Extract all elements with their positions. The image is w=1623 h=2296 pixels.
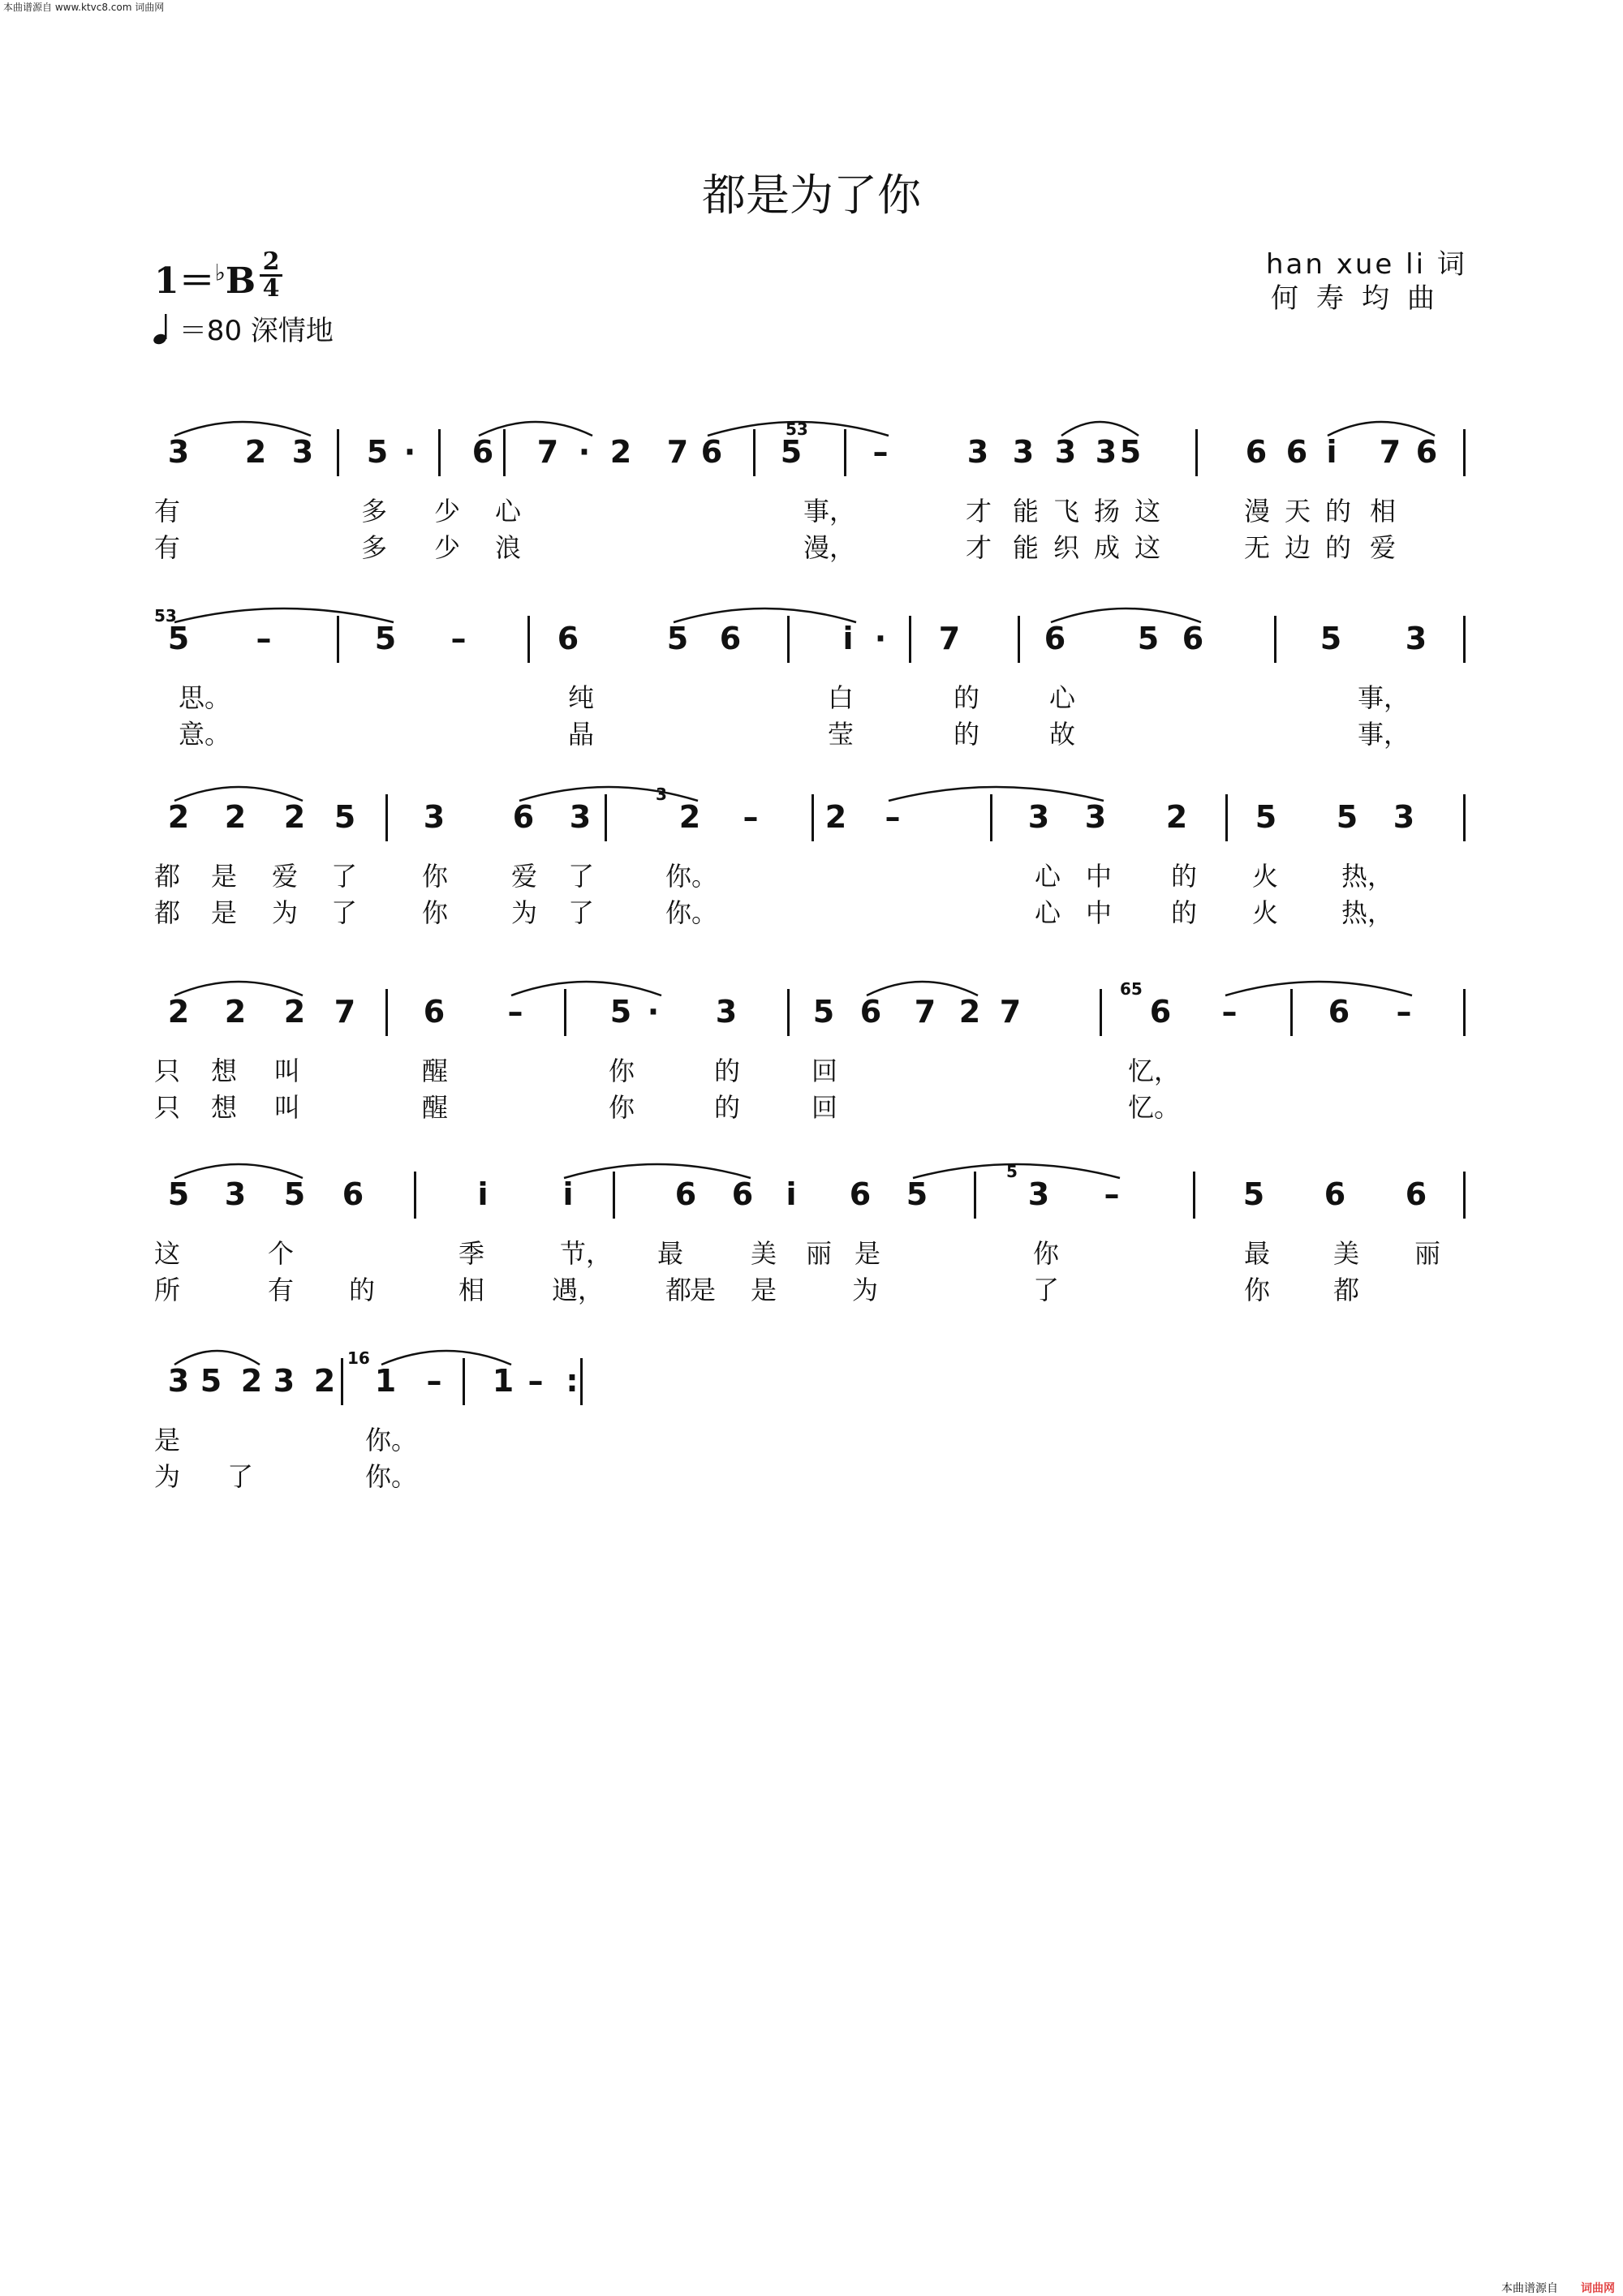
note: 2 xyxy=(678,799,701,835)
note: 3 xyxy=(1027,799,1050,835)
lyric-char: 想 xyxy=(211,1092,238,1123)
verse2-lyrics xyxy=(154,1087,1469,1123)
key-note: B xyxy=(225,260,256,302)
lyric-char: 有 xyxy=(154,532,181,563)
slur-arc xyxy=(174,1351,260,1365)
lyric-char: 心 xyxy=(1035,897,1061,928)
lyric-char: 的 xyxy=(349,1275,376,1305)
note: 6 xyxy=(512,799,535,835)
lyric-char: 中 xyxy=(1086,861,1113,892)
lyric-char: 的 xyxy=(1171,897,1198,928)
lyric-char: 事， xyxy=(1358,719,1410,750)
composer-credit: 何寿均曲 xyxy=(1271,282,1453,315)
lyric-char: 遇， xyxy=(552,1275,605,1305)
note: 6 xyxy=(423,994,446,1030)
note: 7 xyxy=(999,994,1022,1030)
lyric-char: 多 xyxy=(361,496,388,527)
note: – xyxy=(872,434,889,470)
note: 6 xyxy=(1324,1176,1346,1212)
lyric-char: 是 xyxy=(211,897,238,928)
lyric-char: 是 xyxy=(154,1425,181,1455)
lyric-char: 了 xyxy=(1033,1275,1060,1305)
lyric-char: 这 xyxy=(1134,496,1161,527)
lyric-char: 叫 xyxy=(274,1056,301,1086)
lyric-char: 你 xyxy=(422,861,449,892)
song-title: 都是为了你 xyxy=(702,170,921,221)
source-note: 本曲谱源自 www.ktvc8.com 词曲网 xyxy=(3,2,165,13)
slur-arc xyxy=(174,422,311,436)
lyric-char: 有 xyxy=(268,1275,295,1305)
lyric-char: 丽 xyxy=(1414,1238,1441,1269)
lyric-char: 这 xyxy=(1134,532,1161,563)
lyric-char: 爱 xyxy=(511,861,538,892)
note: 2 xyxy=(313,1363,336,1399)
lyric-char: 是 xyxy=(855,1238,881,1269)
lyric-char: 美 xyxy=(751,1238,777,1269)
key-prefix: 1＝ xyxy=(154,260,215,302)
lyric-char: 爱 xyxy=(272,861,299,892)
lyric-char: 晶 xyxy=(568,719,595,750)
lyric-char: 事， xyxy=(803,496,856,527)
lyric-char: 热， xyxy=(1341,897,1394,928)
note: : xyxy=(566,1363,579,1399)
note: 5 xyxy=(167,621,190,656)
verse1-lyrics xyxy=(154,1233,1469,1269)
lyric-char: 最 xyxy=(1244,1238,1271,1269)
lyric-char: 边 xyxy=(1285,532,1311,563)
lyric-char: 的 xyxy=(714,1056,741,1086)
note: 5 xyxy=(283,1176,306,1212)
note: 5 xyxy=(666,621,689,656)
lyric-char: 纯 xyxy=(568,682,595,713)
lyric-char: 回 xyxy=(812,1056,838,1086)
verse2-lyrics xyxy=(154,527,1469,563)
lyric-char: 心 xyxy=(1035,861,1061,892)
tempo-bpm: ＝80 xyxy=(179,315,243,347)
slur-arc xyxy=(889,787,1104,801)
slur-arc xyxy=(381,1351,511,1365)
note: · xyxy=(874,621,887,656)
slur-arc xyxy=(867,982,978,995)
note: 7 xyxy=(334,994,356,1030)
note: 5 xyxy=(780,434,803,470)
lyric-char: 能 xyxy=(1013,496,1040,527)
time-bottom: 4 xyxy=(262,274,280,303)
note: 7 xyxy=(536,434,559,470)
lyric-char: 的 xyxy=(954,719,980,750)
note: – xyxy=(1221,994,1238,1030)
grace-note: 53 xyxy=(786,419,808,439)
slur-arc xyxy=(174,608,394,622)
note: 5 xyxy=(1336,799,1358,835)
note: 2 xyxy=(609,434,632,470)
slur-arc xyxy=(564,1164,751,1178)
lyric-char: 漫， xyxy=(803,532,856,563)
lyric-char: 叫 xyxy=(274,1092,301,1123)
lyric-char: 多 xyxy=(361,532,388,563)
note: 5 xyxy=(167,1176,190,1212)
lyric-char: 是 xyxy=(211,861,238,892)
slur-arc xyxy=(174,1164,303,1178)
lyric-char: 飞 xyxy=(1053,496,1080,527)
note: 6 xyxy=(1182,621,1204,656)
slur-arc xyxy=(1225,982,1412,995)
slur-arc xyxy=(174,982,303,995)
note: 2 xyxy=(283,799,306,835)
lyric-char: 才 xyxy=(966,532,992,563)
lyric-char: 丽 xyxy=(806,1238,833,1269)
note: 2 xyxy=(240,1363,263,1399)
slur-group xyxy=(154,402,1469,450)
lyric-char: 少 xyxy=(434,532,461,563)
note: 3 xyxy=(273,1363,295,1399)
note: 5 xyxy=(906,1176,928,1212)
note: 5 xyxy=(374,621,397,656)
note: 6 xyxy=(719,621,742,656)
note: · xyxy=(403,434,416,470)
slur-arc xyxy=(913,1164,1120,1178)
lyric-char: 相 xyxy=(458,1275,485,1305)
lyric-char: 心 xyxy=(495,496,522,527)
slur-arc xyxy=(519,787,698,801)
note: – xyxy=(507,994,523,1030)
note: 3 xyxy=(1054,434,1077,470)
lyric-char: 思。 xyxy=(179,682,231,713)
verse2-lyrics xyxy=(154,1456,1469,1492)
lyric-char: 的 xyxy=(1325,496,1352,527)
flat-symbol: ♭ xyxy=(214,259,226,286)
note: 3 xyxy=(715,994,738,1030)
lyric-char: 故 xyxy=(1049,719,1076,750)
note: 3 xyxy=(167,1363,190,1399)
grace-note: 5 xyxy=(1006,1162,1018,1181)
note: 6 xyxy=(342,1176,364,1212)
footer-source: 本曲谱源自 xyxy=(1501,2282,1558,2295)
note: 6 xyxy=(1415,434,1438,470)
slur-arc xyxy=(174,787,303,801)
lyric-char: 季 xyxy=(458,1238,485,1269)
slur-arc xyxy=(708,422,889,436)
lyric-char: 为 xyxy=(154,1461,181,1492)
note: 5 xyxy=(1242,1176,1265,1212)
note: 6 xyxy=(1149,994,1172,1030)
note: 3 xyxy=(224,1176,247,1212)
verse1-lyrics xyxy=(154,677,1469,713)
lyric-char: 成 xyxy=(1094,532,1121,563)
slur-arc xyxy=(511,982,661,995)
key-signature xyxy=(154,252,256,303)
note: 5 xyxy=(334,799,356,835)
note: 6 xyxy=(1405,1176,1427,1212)
lyric-char: 你。 xyxy=(665,897,718,928)
lyric-char: 白 xyxy=(828,682,855,713)
lyric-char: 节， xyxy=(560,1238,613,1269)
note: 5 xyxy=(812,994,835,1030)
lyric-char: 只 xyxy=(154,1092,181,1123)
note: 6 xyxy=(700,434,723,470)
note: – xyxy=(1396,994,1412,1030)
note: 6 xyxy=(1245,434,1268,470)
lyric-char: 了 xyxy=(331,861,358,892)
lyric-char: 的 xyxy=(954,682,980,713)
tempo-expression: 深情地 xyxy=(250,315,334,347)
note: i xyxy=(562,1176,574,1212)
lyric-char: 都 xyxy=(1333,1275,1360,1305)
footer-brand: 词曲网 xyxy=(1581,2282,1615,2295)
lyric-char: 扬 xyxy=(1094,496,1121,527)
note: – xyxy=(743,799,759,835)
lyric-char: 都 xyxy=(665,1275,692,1305)
lyric-char: 你 xyxy=(609,1092,635,1123)
lyric-char: 织 xyxy=(1053,532,1080,563)
lyric-char: 莹 xyxy=(828,719,855,750)
lyric-char: 你 xyxy=(422,897,449,928)
slur-arc xyxy=(1328,422,1435,436)
lyric-char: 的 xyxy=(714,1092,741,1123)
lyric-char: 中 xyxy=(1086,897,1113,928)
note: 3 xyxy=(423,799,446,835)
note: 7 xyxy=(938,621,961,656)
lyric-char: 你 xyxy=(1244,1275,1271,1305)
note: 2 xyxy=(824,799,847,835)
note: 7 xyxy=(666,434,689,470)
note: – xyxy=(450,621,467,656)
tempo-marking xyxy=(153,308,334,348)
time-top: 2 xyxy=(262,247,280,276)
lyric-char: 你 xyxy=(609,1056,635,1086)
note: 2 xyxy=(958,994,981,1030)
note: 3 xyxy=(1084,799,1107,835)
lyric-char: 是 xyxy=(751,1275,777,1305)
note: 2 xyxy=(244,434,267,470)
note: · xyxy=(647,994,660,1030)
grace-note: 3 xyxy=(656,785,667,804)
note: 6 xyxy=(849,1176,872,1212)
slur-arc xyxy=(1051,608,1201,622)
lyric-char: 为 xyxy=(272,897,299,928)
lyric-char: 你。 xyxy=(365,1461,418,1492)
note: i xyxy=(1326,434,1337,470)
lyric-char: 你 xyxy=(1033,1238,1060,1269)
note: i xyxy=(786,1176,797,1212)
note: 5 xyxy=(609,994,632,1030)
lyric-char: 回 xyxy=(812,1092,838,1123)
lyric-char: 了 xyxy=(568,897,595,928)
note: 3 xyxy=(167,434,190,470)
lyric-char: 无 xyxy=(1244,532,1271,563)
lyric-char: 了 xyxy=(568,861,595,892)
lyric-char: 才 xyxy=(966,496,992,527)
lyric-char: 少 xyxy=(434,496,461,527)
note: 7 xyxy=(914,994,936,1030)
grace-note: 53 xyxy=(154,606,177,626)
note: 6 xyxy=(557,621,579,656)
note: · xyxy=(578,434,591,470)
note: – xyxy=(885,799,901,835)
lyric-char: 了 xyxy=(227,1461,254,1492)
lyric-char: 最 xyxy=(657,1238,684,1269)
note: i xyxy=(842,621,854,656)
note: – xyxy=(1104,1176,1120,1212)
slur-group xyxy=(154,767,1469,815)
note: 3 xyxy=(1405,621,1427,656)
note: i xyxy=(477,1176,489,1212)
slur-group xyxy=(154,1331,1469,1379)
lyric-char: 个 xyxy=(268,1238,295,1269)
note: 3 xyxy=(291,434,314,470)
note: 2 xyxy=(167,994,190,1030)
lyric-char: 热， xyxy=(1341,861,1394,892)
lyric-char: 火 xyxy=(1252,897,1279,928)
verse2-lyrics xyxy=(154,1270,1469,1305)
lyric-char: 火 xyxy=(1252,861,1279,892)
note: 6 xyxy=(471,434,494,470)
note: 2 xyxy=(224,994,247,1030)
note: 6 xyxy=(1044,621,1066,656)
note: 2 xyxy=(1165,799,1188,835)
note: 6 xyxy=(674,1176,697,1212)
lyric-char: 漫 xyxy=(1244,496,1271,527)
lyric-char: 有 xyxy=(154,496,181,527)
note: 6 xyxy=(859,994,882,1030)
lyric-char: 的 xyxy=(1171,861,1198,892)
grace-note: 65 xyxy=(1120,979,1143,999)
slur-arc xyxy=(1061,422,1139,436)
lyric-char: 都 xyxy=(154,897,181,928)
note: – xyxy=(256,621,272,656)
lyric-char: 相 xyxy=(1370,496,1397,527)
lyric-char: 为 xyxy=(852,1275,879,1305)
lyric-char: 心 xyxy=(1049,682,1076,713)
verse1-lyrics xyxy=(154,1420,1469,1455)
note: 3 xyxy=(1393,799,1415,835)
note: 3 xyxy=(966,434,989,470)
lyric-char: 了 xyxy=(331,897,358,928)
lyric-char: 所 xyxy=(154,1275,181,1305)
slur-arc xyxy=(674,608,856,622)
note: 5 xyxy=(1137,621,1160,656)
note: 5 xyxy=(1255,799,1277,835)
lyric-char: 忆。 xyxy=(1128,1092,1181,1123)
lyric-char: 是 xyxy=(690,1275,717,1305)
grace-note: 16 xyxy=(347,1348,370,1368)
lyric-char: 你。 xyxy=(365,1425,418,1455)
lyric-char: 只 xyxy=(154,1056,181,1086)
lyric-char: 都 xyxy=(154,861,181,892)
note: 3 xyxy=(1012,434,1035,470)
note: 6 xyxy=(1285,434,1308,470)
verse2-lyrics xyxy=(154,714,1469,750)
lyric-char: 想 xyxy=(211,1056,238,1086)
slur-group xyxy=(154,961,1469,1010)
slur-arc xyxy=(479,422,592,436)
note: 2 xyxy=(167,799,190,835)
note: 5 xyxy=(366,434,389,470)
lyric-char: 事， xyxy=(1358,682,1410,713)
note: 3 xyxy=(1027,1176,1050,1212)
lyric-char: 忆， xyxy=(1128,1056,1181,1086)
verse2-lyrics xyxy=(154,892,1469,928)
lyric-char: 你。 xyxy=(665,861,718,892)
note: 2 xyxy=(283,994,306,1030)
note: 5 xyxy=(1119,434,1142,470)
quarter-note-icon xyxy=(153,312,170,345)
note: 6 xyxy=(731,1176,754,1212)
note: 1 xyxy=(492,1363,514,1399)
note: 5 xyxy=(1319,621,1342,656)
note: 7 xyxy=(1379,434,1401,470)
lyric-char: 醒 xyxy=(422,1056,449,1086)
note: 3 xyxy=(1095,434,1117,470)
lyric-char: 天 xyxy=(1285,496,1311,527)
time-signature xyxy=(260,247,282,303)
lyric-char: 爱 xyxy=(1370,532,1397,563)
slur-group xyxy=(154,1144,1469,1193)
note: 1 xyxy=(374,1363,397,1399)
lyric-char: 这 xyxy=(154,1238,181,1269)
lyric-char: 意。 xyxy=(179,719,231,750)
verse1-lyrics xyxy=(154,491,1469,527)
verse1-lyrics xyxy=(154,856,1469,892)
slur-group xyxy=(154,588,1469,637)
lyric-char: 的 xyxy=(1325,532,1352,563)
lyric-char: 醒 xyxy=(422,1092,449,1123)
lyric-char: 为 xyxy=(511,897,538,928)
note: 5 xyxy=(200,1363,222,1399)
note: 3 xyxy=(569,799,592,835)
lyric-char: 美 xyxy=(1333,1238,1360,1269)
lyric-char: 浪 xyxy=(495,532,522,563)
note: – xyxy=(527,1363,544,1399)
note: 6 xyxy=(1328,994,1350,1030)
note: 2 xyxy=(224,799,247,835)
note: – xyxy=(426,1363,442,1399)
lyric-char: 能 xyxy=(1013,532,1040,563)
lyricist-credit: han xue li 词 xyxy=(1266,248,1467,281)
verse1-lyrics xyxy=(154,1051,1469,1086)
